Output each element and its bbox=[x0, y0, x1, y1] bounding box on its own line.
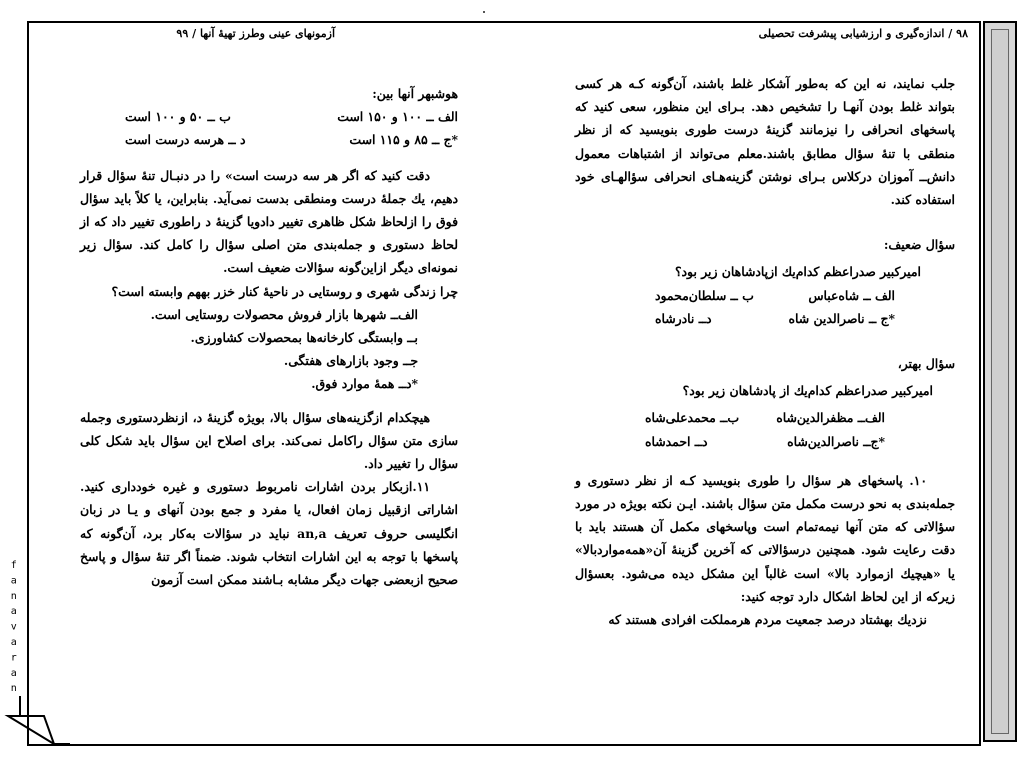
better-question: امیرکبیر صدراعظم کدام‌یك از پادشاهان زیر بود؟ bbox=[682, 383, 933, 399]
left-options-row-2 bbox=[80, 128, 458, 151]
scan-speck bbox=[483, 11, 485, 13]
weak-options-row-1 bbox=[575, 284, 955, 307]
right-last-line: نزدیك بهشتاد درصد جمعیت مردم هرمملکت افرادی هستند که bbox=[608, 612, 927, 628]
left-header-title: آزمونهای عینی وطرز تهیهٔ آنها bbox=[199, 27, 335, 40]
weak-option-a: الف ــ شاه‌عباس bbox=[808, 287, 895, 303]
right-item-10: ۱۰. پاسخهای هر سؤال را طوری بنویسید کـه از نظر دستوری و جمله‌بندی به نحو درست مکمل متن سؤال باشند. ایـن نکته بویژه در مورد سؤالاتی که متن آنها نیمه‌تمام است وپاسخهای مکمل آن هستند باید با دقت رعایت شود. همچنین درسؤالاتی که آخرین گزینهٔ آن‌«همه‌مواردبالا» یا «هیچیك ازموارد بالا» است غالباً این مشکل دیده می‌شود. بعسؤال زیرکه از این لحاظ اشکال دارد توجه کنید: bbox=[575, 472, 955, 604]
weak-question: امیرکبیر صدراعظم کدام‌یك ازپادشاهان زیر بود؟ bbox=[674, 264, 921, 280]
page-fold-icon bbox=[4, 692, 74, 748]
right-page-number: ۹۸ bbox=[956, 27, 968, 40]
weak-question-label: سؤال ضعیف: bbox=[883, 237, 955, 253]
left-option-d: د ــ هرسه درست است bbox=[125, 132, 246, 148]
left-option-a: الف ــ ۱۰۰ و ۱۵۰ است bbox=[337, 109, 458, 125]
side-tab-label bbox=[2, 560, 24, 699]
left-paragraph-2: هیچکدام ازگزینه‌های سؤال بالا، بویژه گزینهٔ د، ازنظردستوری وجمله سازی متن سؤال راکامل نمی‌کند. برای اصلاح این سؤال باید شکل کلی سؤال را تغییر داد. bbox=[80, 409, 458, 472]
page-edge-bar bbox=[983, 21, 1017, 742]
left-choice-c: جــ وجود بازارهای هفتگی. bbox=[283, 353, 418, 369]
left-paragraph-1: دقت کنید که اگر هر سه درست است» را در دنبـال تنهٔ سؤال قرار دهیم، یك جملهٔ درست ومنطقی بدست نمی‌آید. بنابراین، یا کلاً باید سؤال فوق را ازلحاظ شکل ظاهری تغییر دادویا گزینهٔ د راطوری تغییر داد که از لحاظ دستوری و جمله‌بندی متن اصلی سؤال را کامل کند. سؤال زیر نمونه‌ای دیگر ازاین‌گونه سؤالات ضعیف است. bbox=[80, 167, 458, 276]
better-question-label: سؤال بهتر، bbox=[897, 356, 955, 372]
better-option-a: الف‌ــ مظفرالدین‌شاه bbox=[776, 410, 885, 426]
better-options-row-2 bbox=[575, 430, 955, 453]
better-option-b: ب‌ــ محمدعلی‌شاه bbox=[645, 410, 740, 426]
weak-options-row-2 bbox=[575, 307, 955, 330]
left-column bbox=[80, 82, 458, 591]
left-intro: هوشبهر آنها بین: bbox=[372, 86, 458, 101]
left-option-c: *ج ــ ۸۵ و ۱۱۵ است bbox=[349, 132, 458, 148]
left-option-b: ب ــ ۵۰ و ۱۰۰ است bbox=[125, 109, 231, 125]
left-choice-a: الف‌ــ شهرها بازار فروش محصولات روستایی است. bbox=[150, 306, 418, 322]
weak-option-c: *ج ــ ناصرالدین شاه bbox=[788, 310, 895, 326]
right-column bbox=[575, 72, 955, 631]
left-choice-b: بــ وابستگی کارخانه‌ها بمحصولات کشاورزی. bbox=[190, 330, 418, 346]
better-option-d: دــ احمدشاه bbox=[645, 433, 708, 449]
better-option-c: *ج‌ــ ناصرالدین‌شاه bbox=[787, 433, 885, 449]
left-page-number: ۹۹ bbox=[176, 27, 189, 40]
weak-option-d: دــ نادرشاه bbox=[655, 310, 712, 326]
right-header-title: اندازه‌گیری و ارزشیابی پیشرفت تحصیلی bbox=[758, 27, 945, 40]
left-choice-d: *دــ همهٔ موارد فوق. bbox=[311, 376, 418, 392]
better-options-row-1 bbox=[575, 406, 955, 429]
left-item-11: ۱۱.ازبکار بردن اشارات نامربوط دستوری و غیره خودداری کنید. اشاراتی ازقبیل زمان افعال، یا مفرد و جمع بودن آنهای و یـا در زبان انگلیسی حروف تعریف an,a نباید در سؤالات به‌کار برد، آن‌گونه که پاسخها با توجه به این اشارات انتخاب شوند. ضمناً اگر تنهٔ سؤال و پاسخ صحیح ازبعضی جهات دیگر مشابه بـاشند ممکن است آزمون bbox=[80, 479, 458, 588]
left-choices bbox=[80, 303, 458, 396]
right-page-header: ۹۸ / اندازه‌گیری و ارزشیابی پیشرفت تحصیلی bbox=[758, 27, 968, 40]
left-page-header: آزمونهای عینی وطرز تهیهٔ آنها / ۹۹ bbox=[176, 27, 335, 40]
side-tab-text: fanavaran bbox=[8, 560, 20, 699]
left-options-row-1 bbox=[80, 105, 458, 128]
right-paragraph-1: جلب نمایند، نه این که به‌طور آشکار غلط باشند، آن‌گونه کـه هر کسی بتواند غلط بودن آنهـا را تشخیص دهد. بـرای این منظور، سعی کنید که پاسخهای انحرافی را نیزمانند گزینهٔ درست طوری بنویسید که از نظر منطقی با تنهٔ سؤال مطابق باشند.معلم می‌تواند از اشتباهات معمول دانش‌ــ آموزان درکلاس بـرای نوشتن گزینه‌هـای انحرافی سؤالهـای خود استفاده کند. bbox=[575, 76, 955, 208]
weak-option-b: ب ــ سلطان‌محمود bbox=[655, 287, 754, 303]
left-question: چرا زندگی شهری و روستایی در ناحیهٔ کنار خزر بههم وابسته است؟ bbox=[111, 283, 458, 299]
